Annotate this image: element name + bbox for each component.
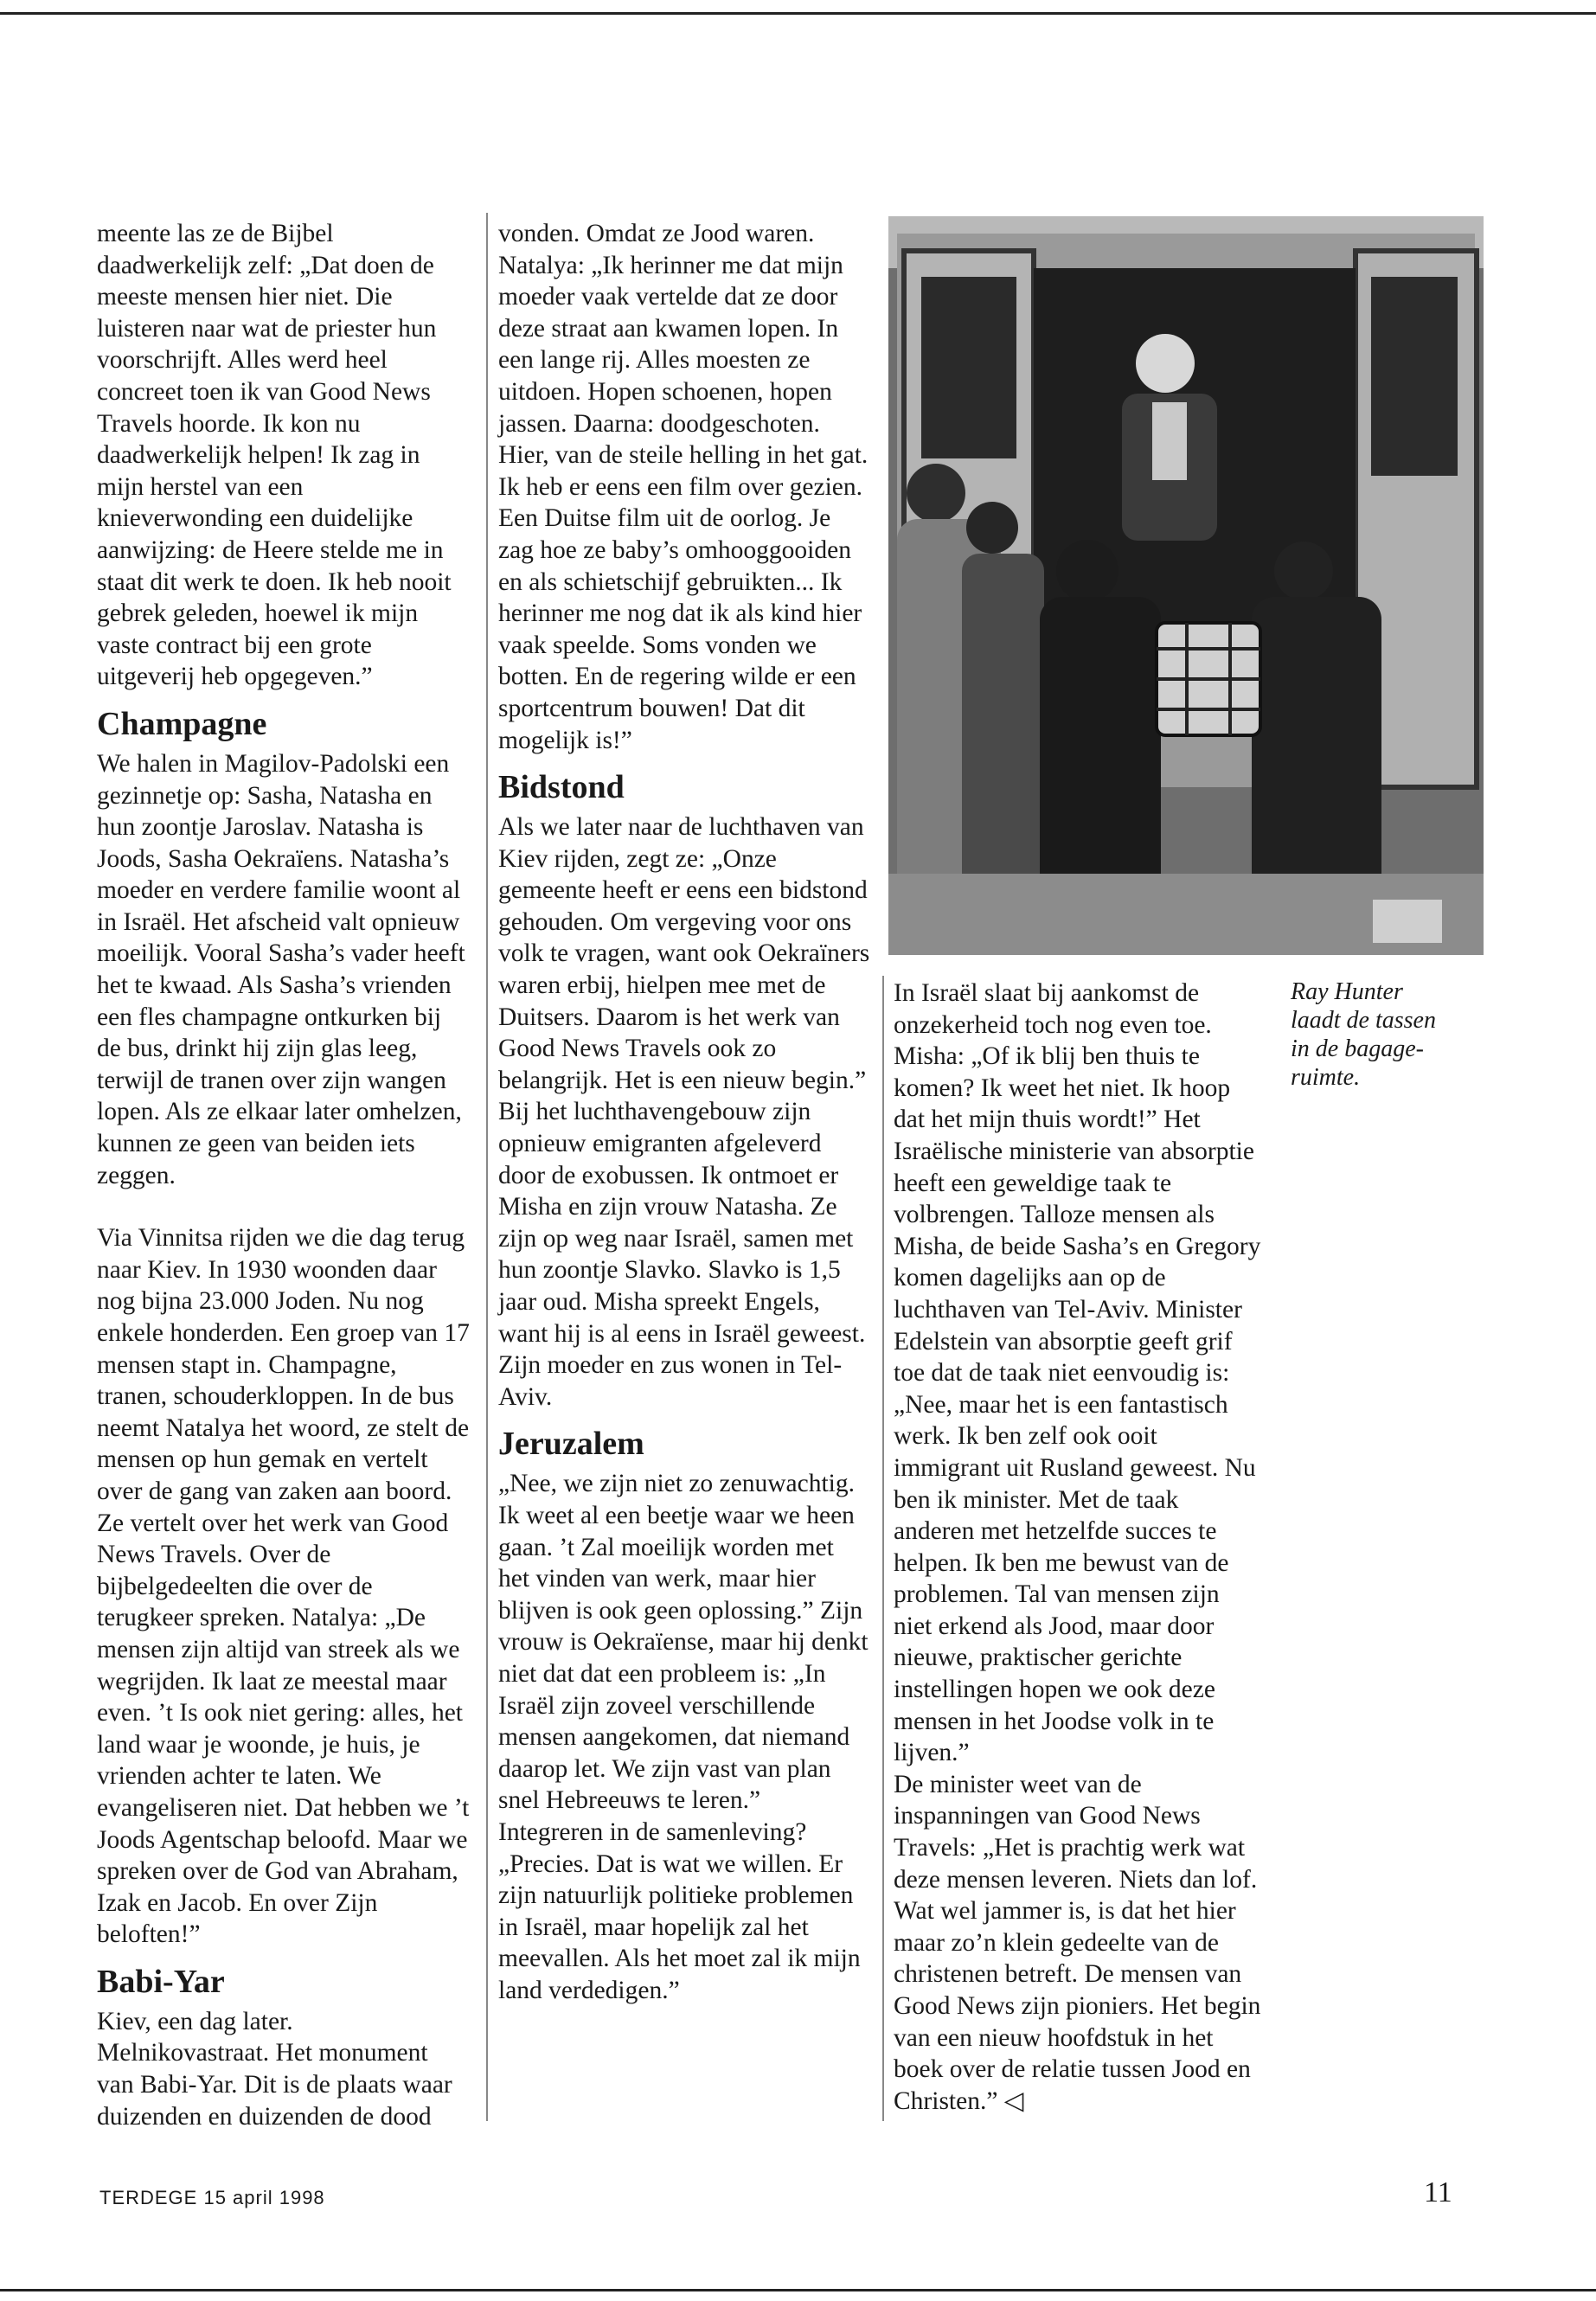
column-divider (486, 213, 488, 2121)
article-column-2 (498, 218, 870, 2006)
caption-line: laadt de tassen (1291, 1007, 1436, 1034)
page-number: 11 (1424, 2176, 1452, 2208)
bottom-rule (0, 2289, 1596, 2291)
caption-line: in de bagage- (1291, 1035, 1424, 1062)
paragraph: vonden. Omdat ze Jood waren. Natalya: „Ik herinner me dat mijn moeder vaak vertelde dat ze door deze straat aan kwamen lopen. In een lange rij. Alles moesten ze uitdoen. Hopen schoenen, hopen jassen. Daarna: doodgeschoten. Hier, van de steile helling in het gat. Ik heb er eens een film over gezien. Een Duitse film uit de oorlog. Je zag hoe ze baby’s omhooggooiden en als schietschijf gebruikten... Ik herinner me nog dat ik als kind hier vaak speelde. Soms vonden we botten. En de regering wilde er een sportcentrum bouwen! Dat dit mogelijk is!” (498, 220, 869, 754)
top-rule (0, 12, 1596, 15)
paragraph: Kiev, een dag later. Melnikovastraat. Het monument van Babi-Yar. Dit is de plaats waar duizenden en duizenden de dood (97, 2007, 452, 2131)
column-divider (882, 976, 884, 2121)
paragraph: In Israël slaat bij aankomst de onzekerheid toch nog even toe. Misha: „Of ik blij ben thuis te komen? Ik weet het niet. Ik hoop dat het mijn thuis wordt!” Het Israëlische ministerie van absorptie heeft een geweldige taak te volbrengen. Talloze mensen als Misha, de beide Sasha’s en Gregory komen dagelijks aan op de luchthaven van Tel-Aviv. Minister Edelstein van absorptie geeft grif toe dat de taak niet eenvoudig is: „Nee, maar het is een fantastisch werk. Ik ben zelf ook ooit immigrant uit Rusland geweest. Nu ben ik minister. Met de taak anderen met hetzelfde succes te helpen. Ik ben me bewust van de problemen. Tal van mensen zijn niet erkend als Jood, maar door nieuwe, praktischer gerichte instellingen hopen we ook deze mensen in het Joodse volk in te lijven.” (894, 979, 1261, 1767)
caption-line: Ray Hunter (1291, 978, 1403, 1005)
article-column-1 (97, 218, 471, 2132)
paragraph: De minister weet van de inspanningen van Good News Travels: „Het is prachtig werk wat deze mensen leveren. Niets dan lof. Wat wel jammer is, is dat het hier maar zo’n klein gedeelte van de christenen betreft. De mensen van Good News zijn pioniers. Het begin van een nieuw hoofdstuk in het boek over de relatie tussen Jood en Christen.” ◁ (894, 1770, 1261, 2115)
section-heading-babi-yar: Babi-Yar (97, 1963, 225, 2000)
paragraph: meente las ze de Bijbel daadwerkelijk zelf: „Dat doen de meeste mensen hier niet. Die luisteren naar wat de priester hun voorschrijft. Alles werd heel concreet toen ik van Good News Travels hoorde. Ik kon nu daadwerkelijk helpen! Ik zag in mijn herstel van een knieverwonding een duidelijke aanwijzing: de Heere stelde me in staat dit werk te doen. Ik heb nooit gebrek geleden, hoewel ik mijn vaste contract bij een grote uitgeverij heb opgegeven.” (97, 220, 452, 691)
paragraph: Als we later naar de luchthaven van Kiev rijden, zegt ze: „Onze gemeente heeft er eens een bidstond gehouden. Om vergeving voor ons volk te vragen, want ook Oekraïners waren erbij, hielpen mee met de Duitsers. Daarom is het werk van Good News Travels ook zo belangrijk. Het is een nieuw begin.” (498, 813, 870, 1094)
section-heading-bidstond: Bidstond (498, 769, 625, 806)
article-column-3 (894, 977, 1264, 2117)
paragraph: Bij het luchthavengebouw zijn opnieuw emigranten afgeleverd door de exobussen. Ik ontmoet er Misha en zijn vrouw Natasha. Ze zijn op weg naar Israël, samen met hun zoontje Slavko. Slavko is 1,5 jaar oud. Misha spreekt Engels, want hij is al eens in Israël geweest. Zijn moeder en zus wonen in Tel-Aviv. (498, 1098, 866, 1411)
section-heading-champagne: Champagne (97, 705, 267, 742)
paragraph: „Nee, we zijn niet zo zenuwachtig. Ik weet al een beetje waar we heen gaan. ’t Zal moeilijk worden met het vinden van werk, maar hier blijven is ook geen oplossing.” Zijn vrouw is Oekraïense, maar hij denkt niet dat dat een probleem is: „In Israël zijn zoveel verschillende mensen aangekomen, dat niemand daarop let. We zijn vast van plan snel Hebreeuws te leren.” Integreren in de samenleving? „Precies. Dat is wat we willen. Er zijn natuurlijk politieke problemen in Israël, maar hopelijk zal het meevallen. Als het moet zal ik mijn land verdedigen.” (498, 1470, 869, 2004)
paragraph: Via Vinnitsa rijden we die dag terug naar Kiev. In 1930 woonden daar nog bijna 23.000 Joden. Nu nog enkele honderden. Een groep van 17 mensen stapt in. Champagne, tranen, schouderkloppen. In de bus neemt Natalya het woord, ze stelt de mensen op hun gemak en vertelt over de gang van zaken aan boord. Ze vertelt over het werk van Good News Travels. Over de bijbelgedeelten die over de terugkeer spreken. Natalya: „De mensen zijn altijd van streek als we wegrijden. Ik laat ze meestal maar even. ’t Is ook niet gering: alles, het land waar je woonde, je huis, je vrienden achter te laten. We evangeliseren niet. Dat hebben we ’t Joods Agentschap beloofd. Maar we spreken over de God van Abraham, Izak en Jacob. En over Zijn beloften!” (97, 1224, 470, 1949)
footer-publication: TERDEGE 15 april 1998 (99, 2187, 325, 2208)
photo-caption (1291, 977, 1438, 1092)
paragraph: We halen in Magilov-Padolski een gezinnetje op: Sasha, Natasha en hun zoontje Jaroslav. Natasha is Joods, Sasha Oekraïens. Natasha’s moeder en verdere familie woont al in Israël. Het afscheid valt opnieuw moeilijk. Vooral Sasha’s vader heeft het te kwaad. Als Sasha’s vrienden een fles champagne ontkurken bij de bus, drinkt hij zijn glas leeg, terwijl de tranen over zijn wangen lopen. Als ze elkaar later omhelzen, kunnen ze geen van beiden iets zeggen. (97, 749, 465, 1189)
section-heading-jeruzalem: Jeruzalem (498, 1426, 644, 1463)
luggage-loading-photo (888, 216, 1484, 955)
caption-line: ruimte. (1291, 1064, 1361, 1091)
